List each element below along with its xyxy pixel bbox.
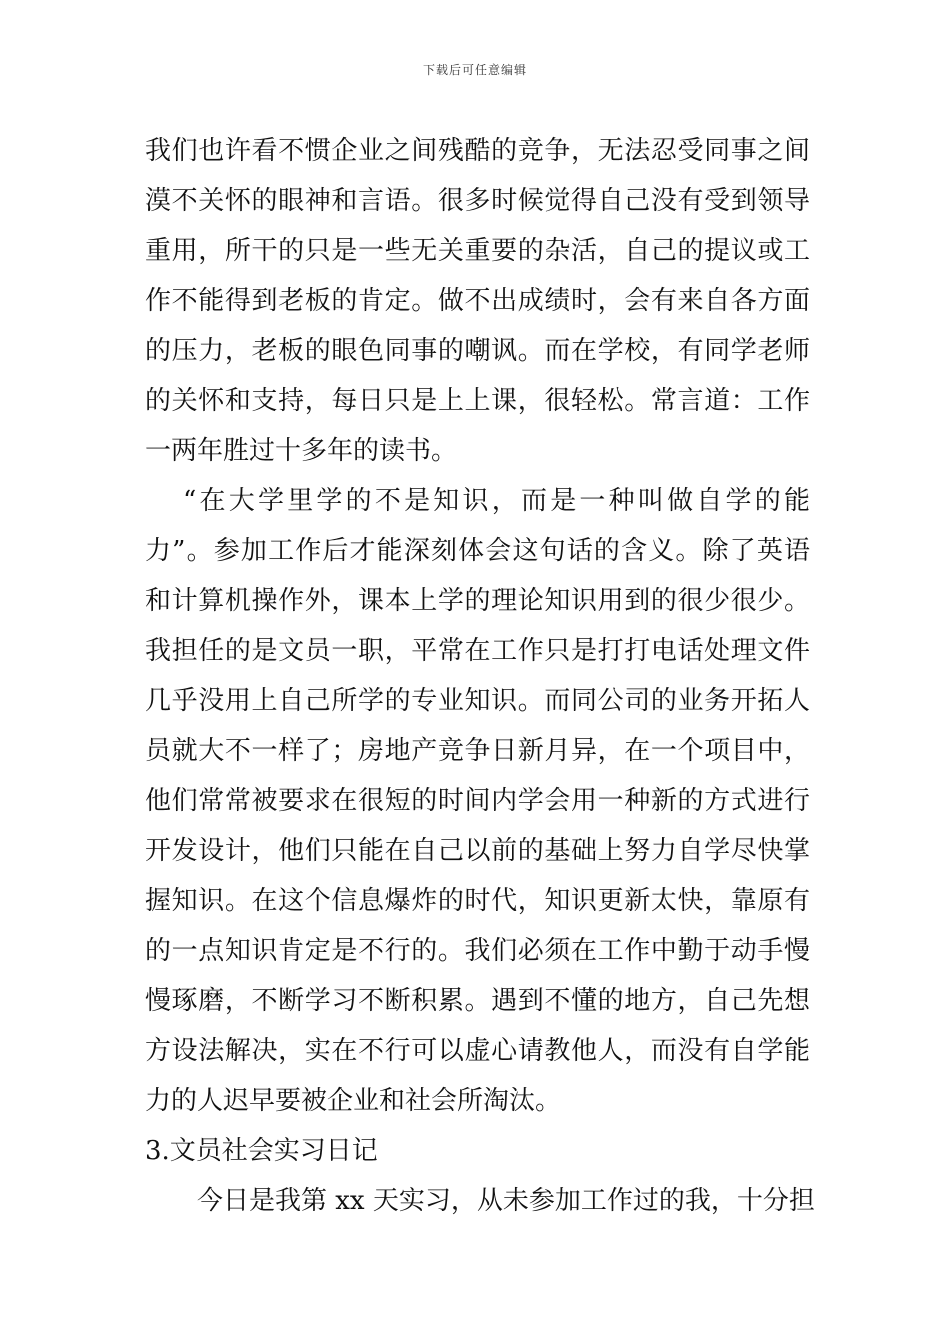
text-line: 漠不关怀的眼神和言语。很多时候觉得自己没有受到领导 bbox=[145, 186, 810, 216]
text-line: 一两年胜过十多年的读书。 bbox=[145, 436, 458, 466]
text-line: 的一点知识肯定是不行的。我们必须在工作中勤于动手慢 bbox=[145, 936, 810, 966]
text-line: 的压力，老板的眼色同事的嘲讽。而在学校，有同学老师 bbox=[145, 336, 810, 366]
text-line: “在大学里学的不是知识，而是一种叫做自学的能 bbox=[183, 486, 810, 516]
text-line: 和计算机操作外，课本上学的理论知识用到的很少很少。 bbox=[145, 586, 810, 616]
text-line: 我担任的是文员一职，平常在工作只是打打电话处理文件 bbox=[145, 636, 810, 666]
text-line: 今日是我第 xx 天实习，从未参加工作过的我，十分担 bbox=[197, 1186, 815, 1216]
text-line: 的关怀和支持，每日只是上上课，很轻松。常言道：工作 bbox=[145, 386, 810, 416]
text-line: 重用，所干的只是一些无关重要的杂活，自己的提议或工 bbox=[145, 236, 810, 266]
text-line: 作不能得到老板的肯定。做不出成绩时，会有来自各方面 bbox=[145, 286, 810, 316]
section-heading: 3.文员社会实习日记 bbox=[145, 1136, 378, 1166]
text-line: 他们常常被要求在很短的时间内学会用一种新的方式进行 bbox=[145, 786, 810, 816]
text-line: 握知识。在这个信息爆炸的时代，知识更新太快，靠原有 bbox=[145, 886, 810, 916]
text-line: 我们也许看不惯企业之间残酷的竞争，无法忍受同事之间 bbox=[145, 136, 810, 166]
text-line: 几乎没用上自己所学的专业知识。而同公司的业务开拓人 bbox=[145, 686, 810, 716]
text-line: 员就大不一样了；房地产竞争日新月异，在一个项目中， bbox=[145, 736, 810, 766]
text-line: 力的人迟早要被企业和社会所淘汰。 bbox=[145, 1086, 562, 1116]
text-line: 慢琢磨，不断学习不断积累。遇到不懂的地方，自己先想 bbox=[145, 986, 810, 1016]
text-line: 力”。参加工作后才能深刻体会这句话的含义。除了英语 bbox=[145, 536, 810, 566]
page-header: 下载后可任意编辑 bbox=[422, 63, 527, 77]
text-line: 开发设计，他们只能在自己以前的基础上努力自学尽快掌 bbox=[145, 836, 810, 866]
text-line: 方设法解决，实在不行可以虚心请教他人，而没有自学能 bbox=[145, 1036, 810, 1066]
